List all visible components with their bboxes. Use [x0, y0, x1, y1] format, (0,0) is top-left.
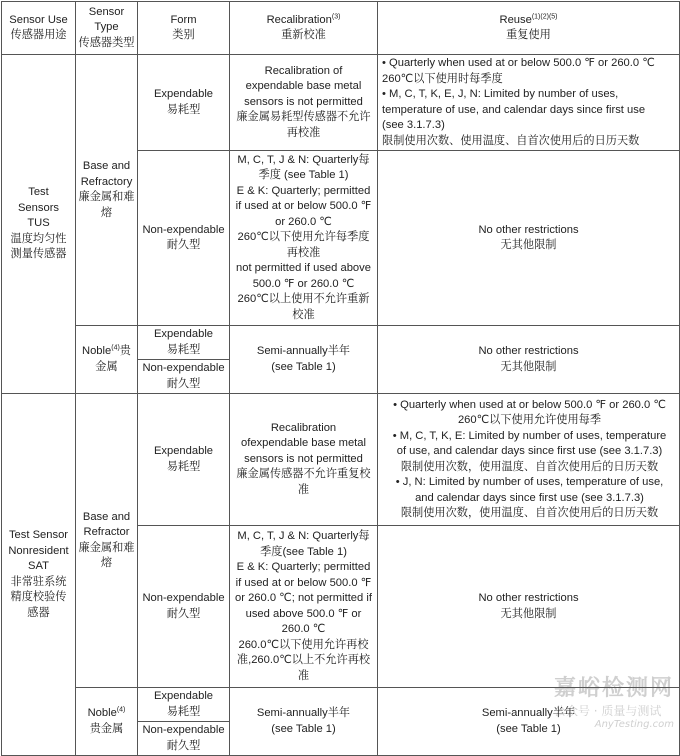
tus-expendable-reuse: • Quarterly when used at or below 500.0 ℉ or 260.0 ℃ 260℃以下使用时每季度 • M, C, T, K, E, J, N: Limited by number of uses, temperature of use, and calendar days since first use (see 3.1.7.3) 限制使用次数、使用温度、自首次使用后的日历天数	[378, 55, 680, 151]
sat-nonexp-reuse: No other restrictions 无其他限制	[378, 526, 680, 688]
sat-nonexp-form: Non-expendable 耐久型	[138, 526, 230, 688]
table-row	[2, 55, 680, 151]
table-row	[2, 394, 680, 526]
tus-expendable-form: Expendable 易耗型	[138, 55, 230, 151]
header-row	[2, 2, 680, 55]
sat-expendable-reuse: • Quarterly when used at or below 500.0 ℉ or 260.0 ℃ 260℃以下使用允许使用每季 • M, C, T, K, E: Limited by number of uses, temperature of use, and calendar days since first use (see 3.1.7.3) 限制使用次数，使用温度、自首次使用后的日历天数 • J, N: Limited by number of uses, temperature of use, and calendar days since first use (see 3.1.7.3) 限制使用次数，使用温度、自首次使用后的日历天数	[378, 394, 680, 526]
sat-noble-exp-form: Expendable 易耗型	[138, 688, 230, 722]
header-sensor-type: Sensor Type 传感器类型	[76, 2, 138, 55]
sat-noble-recal: Semi-annually半年 (see Table 1)	[230, 688, 378, 756]
sensor-requirements-table	[1, 1, 680, 756]
sat-noble-reuse: Semi-annually半年 (see Table 1)	[378, 688, 680, 756]
watermark-site: AnyTesting.com	[594, 719, 674, 730]
tus-nonexp-reuse: No other restrictions 无其他限制	[378, 151, 680, 326]
tus-base-type: Base and Refractory 廉金属和难 熔	[76, 55, 138, 326]
tus-noble-recal: Semi-annually半年 (see Table 1)	[230, 326, 378, 394]
header-form: Form 类别	[138, 2, 230, 55]
sat-noble-nonexp-form: Non-expendable 耐久型	[138, 722, 230, 756]
table-row	[2, 688, 680, 722]
header-reuse: Reuse$^{(1)(2)(5)}$ 重复使用	[378, 2, 680, 55]
tus-noble-exp-form: Expendable 易耗型	[138, 326, 230, 360]
tus-nonexp-recal: M, C, T, J & N: Quarterly每 季度 (see Table 1) E & K: Quarterly; permitted if used at or below 500.0 ℉ or 260.0 ℃ 260℃以下使用允许每季度 再校准 not permitted if used above 500.0 ℉ or 260.0 ℃ 260℃以上使用不允许重新 校准	[230, 151, 378, 326]
tus-nonexp-form: Non-expendable 耐久型	[138, 151, 230, 326]
header-sensor-use: Sensor Use 传感器用途	[2, 2, 76, 55]
sat-expendable-form: Expendable 易耗型	[138, 394, 230, 526]
table-row	[2, 326, 680, 360]
sat-noble-type: Noble$^{(4)}$ 贵金属	[76, 688, 138, 756]
header-recalibration: Recalibration$^{(3)}$ 重新校准	[230, 2, 378, 55]
watermark-subtitle: 公众号 · 质量与测试	[553, 704, 662, 718]
sat-expendable-recal: Recalibration ofexpendable base metal sensors is not permitted 廉金属传感器不允许重复校 准	[230, 394, 378, 526]
watermark-logo: 嘉峪检测网	[553, 676, 674, 701]
sat-base-type: Base and Refractor 廉金属和难 熔	[76, 394, 138, 688]
tus-noble-nonexp-form: Non-expendable 耐久型	[138, 360, 230, 394]
tus-expendable-recal: Recalibration of expendable base metal sensors is not permitted 廉金属易耗型传感器不允许 再校准	[230, 55, 378, 151]
tus-noble-reuse: No other restrictions 无其他限制	[378, 326, 680, 394]
sat-sensor-use: Test Sensor Nonresident SAT 非常驻系统 精度校验传 感器	[2, 394, 76, 756]
tus-sensor-use: Test Sensors TUS 温度均匀性 测量传感器	[2, 55, 76, 394]
sat-nonexp-recal: M, C, T, J & N: Quarterly每 季度(see Table 1) E & K: Quarterly; permitted if used at or below 500.0 ℉ or 260.0 ℃; not permitted if used above 500.0 ℉ or 260.0 ℃ 260.0℃以下使用允许再校 准,260.0℃以上不允许再校准	[230, 526, 378, 688]
tus-noble-type: Noble$^{(4)}$贵 金属	[76, 326, 138, 394]
